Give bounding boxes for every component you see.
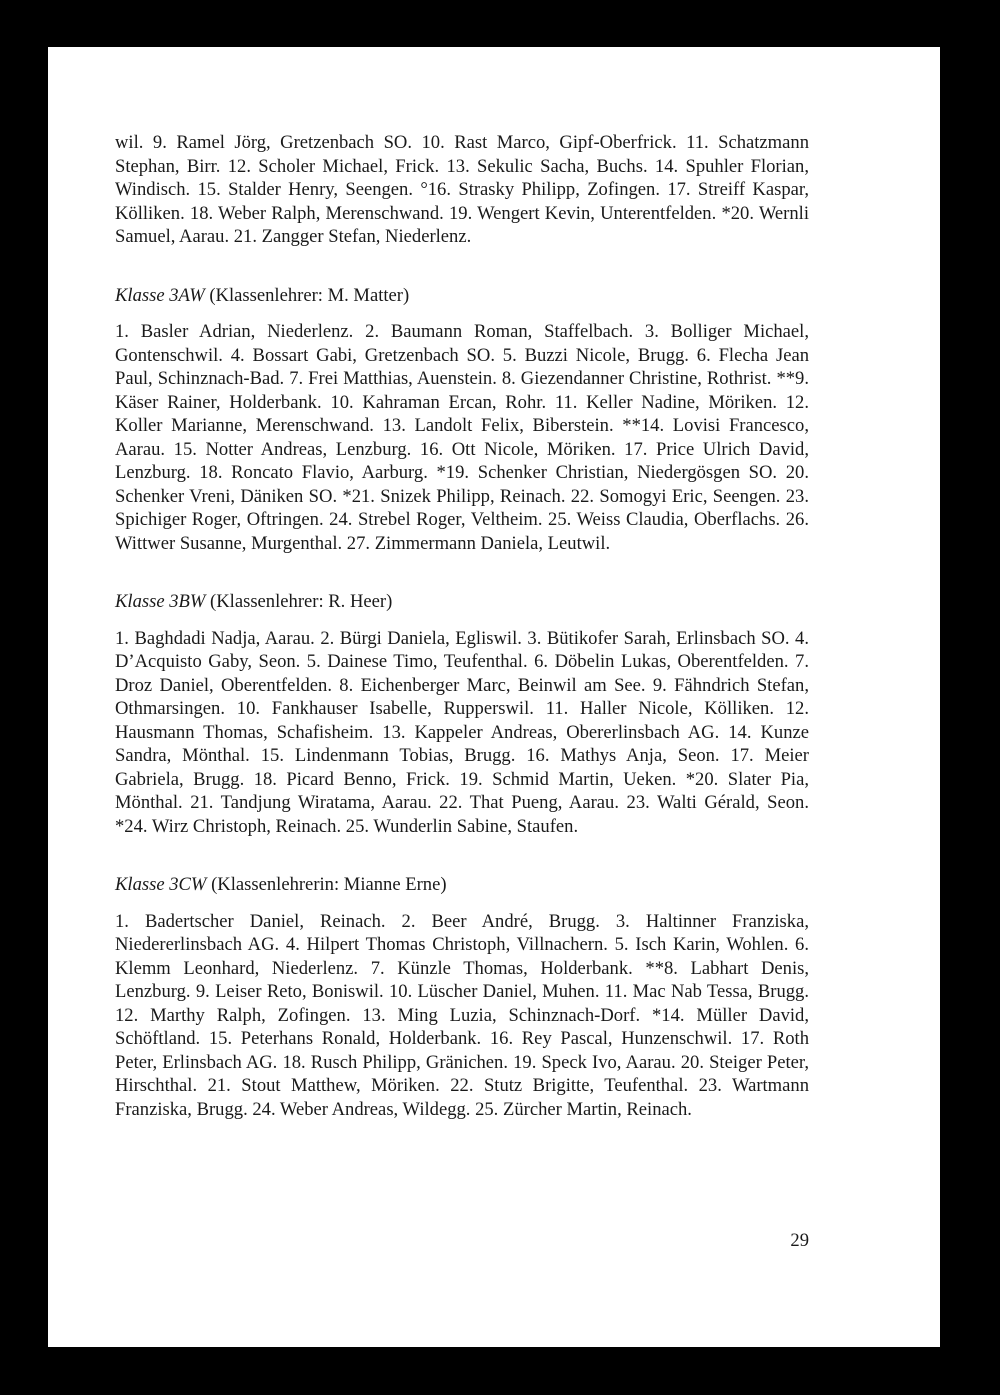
document-page (48, 47, 940, 1347)
class-teacher: (Klassenlehrer: M. Matter) (209, 284, 410, 306)
page-number: 29 (790, 1230, 809, 1251)
class-name: Klasse 3BW (115, 591, 206, 612)
class-heading-3cw (115, 873, 809, 897)
student-list-3cw: 1. Badertscher Daniel, Reinach. 2. Beer André, Brugg. 3. Haltinner Franziska, Niedererlinsbach AG. 4. Hilpert Thomas Christoph, Villnachern. 5. Isch Karin, Wohlen. 6. Klemm Leonhard, Niederlenz. 7. Künzle Thomas, Holderbank. **8. Labhart Denis, Lenzburg. 9. Leiser Reto, Boniswil. 10. Lüscher Daniel, Muhen. 11. Mac Nab Tessa, Brugg. 12. Marthy Ralph, Zofingen. 13. Ming Luzia, Schinznach-Dorf. *14. Müller David, Schöftland. 15. Peterhans Ronald, Holderbank. 16. Rey Pascal, Hunzenschwil. 17. Roth Peter, Erlinsbach AG. 18. Rusch Philipp, Gränichen. 19. Speck Ivo, Aarau. 20. Steiger Peter, Hirschthal. 21. Stout Matthew, Möriken. 22. Stutz Brigitte, Teufenthal. 23. Wartmann Franziska, Brugg. 24. Weber Andreas, Wildegg. 25. Zürcher Martin, Reinach. (115, 910, 809, 1120)
student-list-3bw: 1. Baghdadi Nadja, Aarau. 2. Bürgi Daniela, Egliswil. 3. Bütikofer Sarah, Erlinsbach SO. 4. D’Acquisto Gaby, Seon. 5. Dainese Timo, Teufenthal. 6. Döbelin Lukas, Oberentfelden. 7. Droz Daniel, Oberentfelden. 8. Eichenberger Marc, Beinwil am See. 9. Fähndrich Stefan, Othmarsingen. 10. Fankhauser Isabelle, Rupperswil. 11. Haller Nicole, Kölliken. 12. Hausmann Thomas, Schafisheim. 13. Kappeler Andreas, Obererlinsbach AG. 14. Kunze Sandra, Mönthal. 15. Lindenmann Tobias, Brugg. 16. Mathys Anja, Seon. 17. Meier Gabriela, Brugg. 18. Picard Benno, Frick. 19. Schmid Martin, Ueken. *20. Slater Pia, Mönthal. 21. Tandjung Wiratama, Aarau. 22. That Pueng, Aarau. 23. Walti Gérald, Seon. *24. Wirz Christoph, Reinach. 25. Wunderlin Sabine, Staufen. (115, 627, 809, 837)
class-name: Klasse 3AW (115, 284, 205, 306)
continued-student-list: wil. 9. Ramel Jörg, Gretzenbach SO. 10. Rast Marco, Gipf-Oberfrick. 11. Schatzmann Stephan, Birr. 12. Scholer Michael, Frick. 13. Sekulic Sacha, Buchs. 14. Spuhler Florian, Windisch. 15. Stalder Henry, Seengen. °16. Strasky Philipp, Zofingen. 17. Streiff Kaspar, Kölliken. 18. Weber Ralph, Merenschwand. 19. Wengert Kevin, Unterentfelden. *20. Wernli Samuel, Aarau. 21. Zangger Stefan, Niederlenz. (115, 132, 809, 247)
page-content (115, 131, 809, 1121)
student-list-3aw: 1. Basler Adrian, Niederlenz. 2. Baumann Roman, Staffelbach. 3. Bolliger Michael, Gontenschwil. 4. Bossart Gabi, Gretzenbach SO. 5. Buzzi Nicole, Brugg. 6. Flecha Jean Paul, Schinznach-Bad. 7. Frei Matthias, Auenstein. 8. Giezendanner Christine, Rothrist. **9. Käser Rainer, Holderbank. 10. Kahraman Ercan, Rohr. 11. Keller Nadine, Möriken. 12. Koller Marianne, Merenschwand. 13. Landolt Felix, Biberstein. **14. Lovisi Francesco, Aarau. 15. Notter Andreas, Lenzburg. 16. Ott Nicole, Möriken. 17. Price Ulrich David, Lenzburg. 18. Roncato Flavio, Aarburg. *19. Schenker Christian, Niedergösgen SO. 20. Schenker Vreni, Däniken SO. *21. Snizek Philipp, Reinach. 22. Somogyi Eric, Seengen. 23. Spichiger Roger, Oftringen. 24. Strebel Roger, Veltheim. 25. Weiss Claudia, Oberflachs. 26. Wittwer Susanne, Murgenthal. 27. Zimmermann Daniela, Leutwil. (115, 321, 809, 554)
class-teacher: (Klassenlehrerin: Mianne Erne) (211, 874, 447, 895)
class-teacher: (Klassenlehrer: R. Heer) (210, 591, 393, 612)
class-name: Klasse 3CW (115, 874, 207, 895)
class-heading-3bw (115, 590, 809, 614)
class-heading-3aw (115, 284, 809, 308)
